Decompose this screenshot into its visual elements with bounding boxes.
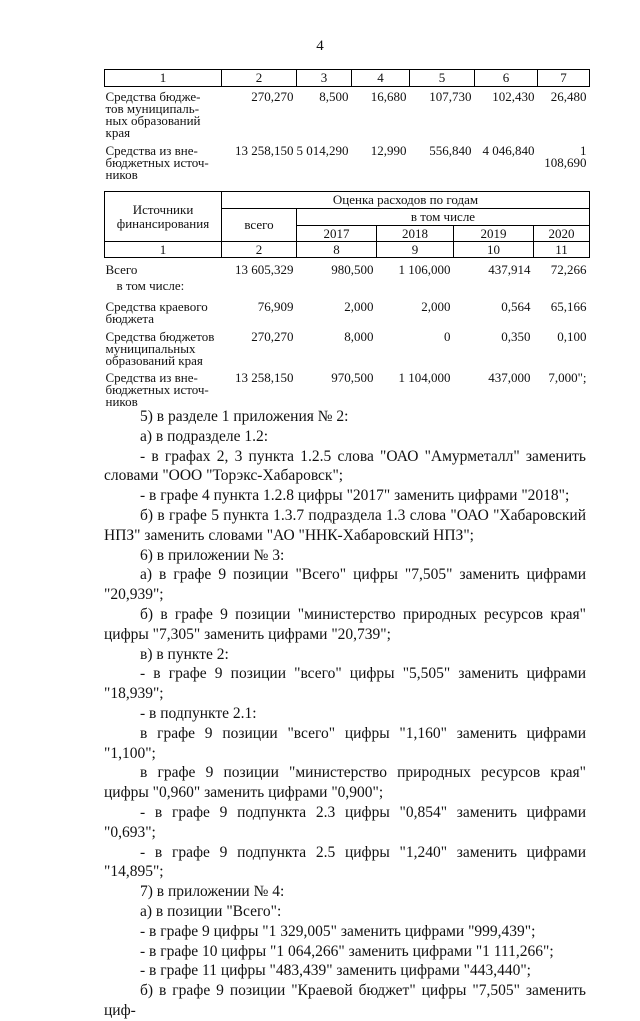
text-line: в графе 9 позиции "всего" цифры "1,160" заменить цифрами "1,100"; [104, 724, 586, 762]
text-line: а) в графе 9 позиции "Всего" цифры "7,505" заменить цифрами "20,939"; [104, 566, 586, 604]
text-line: - в графе 9 подпункта 2.3 цифры "0,854" заменить цифрами "0,693"; [104, 803, 586, 841]
header-year: 2019 [454, 226, 534, 242]
text-line: 5) в разделе 1 приложения № 2: [140, 408, 349, 425]
cell-value: 16,680 [370, 89, 407, 104]
row-label: Всего [105, 262, 138, 277]
header-estimate: Оценка расходов по годам [222, 192, 590, 209]
table-number-row [105, 242, 590, 258]
table-row [105, 370, 590, 408]
text-line: в графе 9 позиции "министерство природных ресурсов края" цифры "0,960" заменить цифрами "0,900"; [104, 764, 586, 802]
text-line: в) в пункте 2: [140, 645, 229, 663]
cell-value: 8,000 [344, 329, 374, 344]
header-cell: 1 [105, 70, 222, 87]
cell-value: 0,350 [501, 329, 531, 344]
page-number: 4 [316, 38, 324, 54]
header-cell: 5 [410, 70, 475, 87]
table-row [105, 298, 590, 328]
cell-value: 8,500 [319, 89, 349, 104]
header-year: 2020 [534, 226, 590, 242]
header-cell: 7 [538, 70, 590, 87]
header-cell: 6 [475, 70, 538, 87]
header-year: 2017 [297, 226, 377, 242]
cell-value: 437,914 [488, 262, 531, 277]
cell-value: 65,166 [550, 299, 587, 314]
table-expenses-by-year [104, 191, 590, 408]
row-label: Средства из вне- бюджетных источ- ников [105, 143, 209, 182]
table-header-row [105, 70, 590, 87]
cell-value: 0,564 [501, 299, 531, 314]
row-label: в том числе: [116, 278, 185, 293]
column-number: 1 [105, 242, 222, 258]
header-cell: 3 [297, 70, 352, 87]
column-number: 10 [454, 242, 534, 258]
cell-value: 1 104,000 [398, 370, 451, 385]
table-row [105, 276, 590, 298]
row-label: Средства бюджетов муниципальных образований края [105, 329, 215, 368]
table-row [105, 87, 590, 140]
text-line: а) в позиции "Всего": [140, 902, 282, 920]
cell-value: 2,000 [421, 299, 451, 314]
amendment-text [104, 407, 586, 1021]
table-row [105, 139, 590, 181]
column-number: 9 [377, 242, 454, 258]
cell-value: 107,730 [429, 89, 472, 104]
cell-value: 13 605,329 [235, 262, 294, 277]
cell-value: 270,270 [251, 89, 294, 104]
cell-value: 980,500 [331, 262, 374, 277]
header-cell: 2 [222, 70, 297, 87]
text-line: - в подпункте 2.1: [140, 704, 257, 722]
cell-value: 0,100 [557, 329, 587, 344]
cell-value: 72,266 [550, 262, 587, 277]
text-line: б) в графе 5 пункта 1.3.7 подраздела 1.3 слова "ОАО "Хабаровский НПЗ" заменить словами "АО "ННК-Хабаровский НПЗ"; [104, 506, 586, 544]
header-cell: 4 [352, 70, 410, 87]
cell-value: 1 106,000 [398, 262, 451, 277]
header-total: всего [222, 209, 297, 242]
cell-value: 4 046,840 [482, 143, 535, 158]
column-number: 8 [297, 242, 377, 258]
cell-value: 270,270 [251, 329, 294, 344]
cell-value: 13 258,150 [235, 143, 294, 158]
text-line: - в графах 2, 3 пункта 1.2.5 слова "ОАО "Амурметалл" заменить словами "ООО "Торэкс-Хабаровск"; [104, 447, 586, 485]
row-label: Средства из вне- бюджетных источ- ников [105, 370, 209, 409]
text-line: - в графе 9 позиции "всего" цифры "5,505" заменить цифрами "18,939"; [104, 665, 586, 703]
text-line: - в графе 4 пункта 1.2.8 цифры "2017" заменить цифрами "2018"; [140, 487, 570, 505]
cell-value: 12,990 [370, 143, 407, 158]
header-including: в том числе [297, 209, 590, 226]
cell-value: 7,000"; [548, 370, 587, 385]
column-number: 2 [222, 242, 297, 258]
text-line: - в графе 10 цифры "1 064,266" заменить цифрами "1 111,266"; [140, 942, 554, 960]
text-line: - в графе 11 цифры "483,439" заменить цифрами "443,440"; [140, 962, 531, 980]
text-line: а) в подразделе 1.2: [140, 427, 269, 445]
cell-value: 26,480 [550, 89, 587, 104]
header-year: 2018 [377, 226, 454, 242]
text-line: б) в графе 9 позиции "министерство природных ресурсов края" цифры "7,305" заменить цифрами "20,739"; [104, 605, 586, 643]
cell-value: 102,430 [492, 89, 535, 104]
table-continuation [104, 69, 590, 181]
text-line: 6) в приложении № 3: [140, 546, 285, 564]
column-number: 11 [534, 242, 590, 258]
table-row [105, 328, 590, 370]
cell-value: 5 014,290 [296, 143, 349, 158]
cell-value: 0 [444, 329, 451, 344]
cell-value: 970,500 [331, 370, 374, 385]
text-line: - в графе 9 подпункта 2.5 цифры "1,240" заменить цифрами "14,895"; [104, 843, 586, 881]
header-source: Источники финансирования [105, 192, 222, 242]
cell-value: 76,909 [257, 299, 294, 314]
row-label: Средства бюдже- тов муниципаль- ных образований края [105, 89, 201, 140]
cell-value: 13 258,150 [235, 370, 294, 385]
text-line: - в графе 9 цифры "1 329,005" заменить цифрами "999,439"; [140, 922, 536, 940]
cell-value: 1 108,690 [544, 143, 587, 170]
text-line: б) в графе 9 позиции "Краевой бюджет" цифры "7,505" заменить циф- [104, 982, 586, 1019]
row-label: Средства краевого бюджета [105, 299, 208, 326]
text-line: 7) в приложении № 4: [140, 883, 285, 901]
table-row [105, 258, 590, 277]
cell-value: 437,000 [488, 370, 531, 385]
cell-value: 556,840 [429, 143, 472, 158]
cell-value: 2,000 [344, 299, 374, 314]
